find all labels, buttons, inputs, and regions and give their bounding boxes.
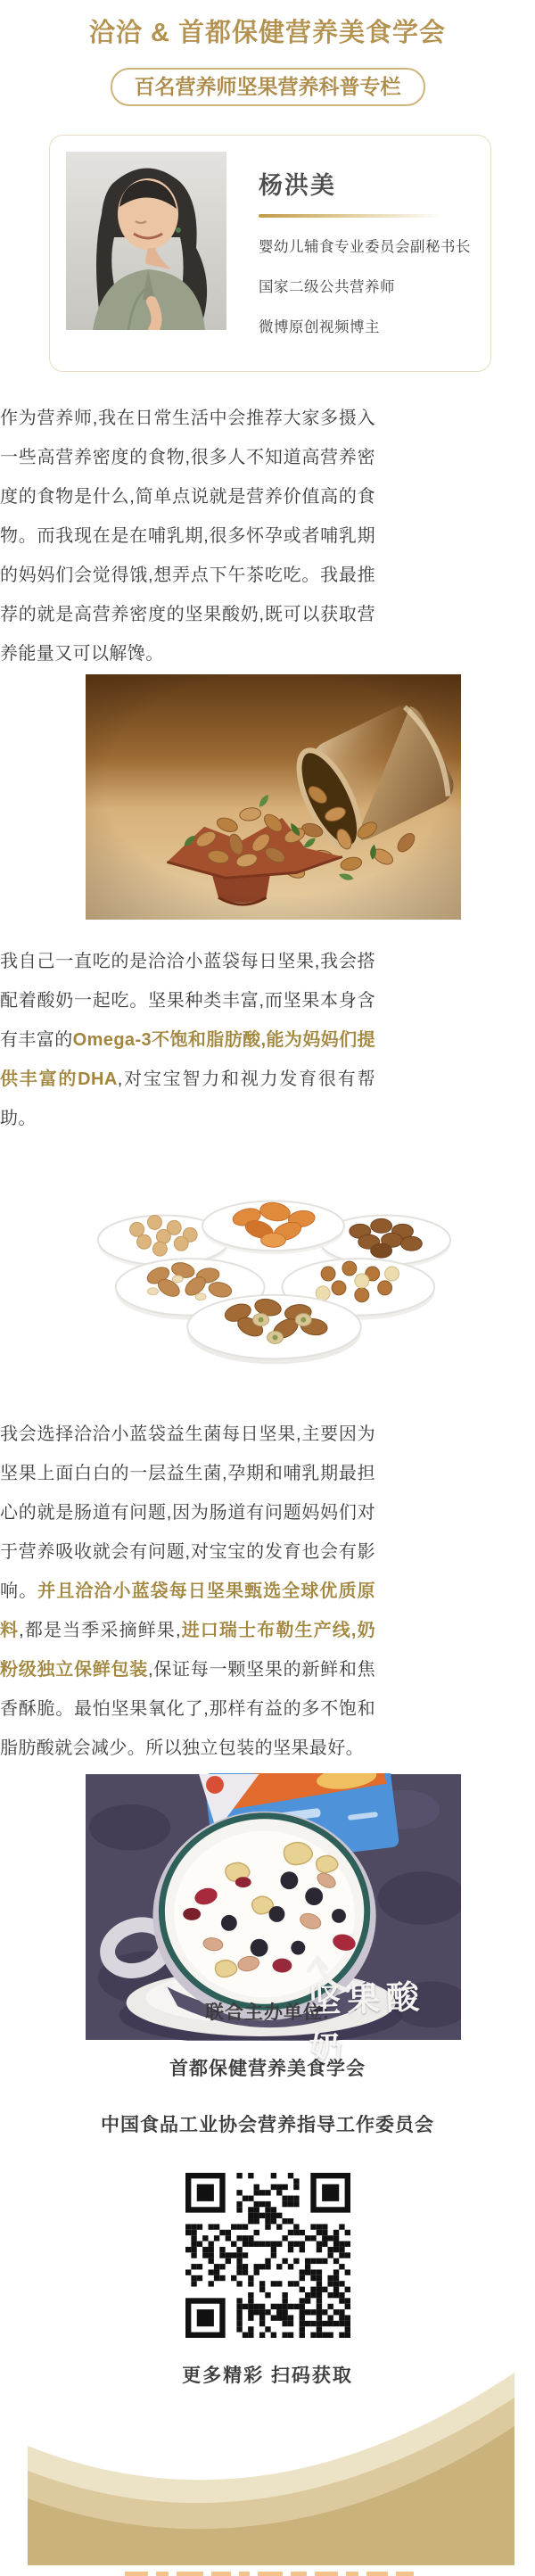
body-text: ,都是当季采摘鲜果, — [19, 1621, 181, 1640]
almonds-photo[interactable] — [86, 673, 461, 921]
credential-line: 婴幼儿辅食专业委员会副秘书长 — [259, 239, 471, 255]
profile-photo[interactable] — [66, 152, 226, 330]
page-title: 洽洽 & 首都保健营养美食学会 — [88, 19, 447, 47]
yogurt-overlay-label: 坚果酸奶 — [307, 1978, 426, 2068]
credential-line: 微博原创视频博主 — [259, 319, 380, 335]
paragraph-3 — [0, 1415, 375, 1768]
body-text: ,对宝宝智力和视力发育很有帮助。 — [0, 1069, 375, 1128]
column-badge-wrap — [0, 68, 535, 106]
highlighted-text: 并且洽洽小蓝袋每日坚果甄选全球优质原料 — [0, 1581, 375, 1640]
paragraph-2 — [0, 942, 375, 1138]
organizer-name: 首都保健营养美食学会 — [169, 2059, 366, 2079]
organizer-section — [0, 1998, 535, 2388]
body-text: 我自己一直吃的是洽洽小蓝袋每日坚果,我会搭配着酸奶一起吃。坚果种类丰富,而坚果本身含有丰富的 — [0, 952, 375, 1050]
profile-name: 杨洪美 — [259, 172, 336, 199]
paragraph-1 — [0, 399, 375, 673]
footer-decoration — [28, 2371, 514, 2565]
highlighted-text: Omega-3不饱和脂肪酸,能为妈妈们提供丰富的DHA — [0, 1030, 375, 1089]
body-text: ,保证每一颗坚果的新鲜和焦香酥脆。最怕坚果氧化了,那样有益的多不饱和脂肪酸就会减少。所以独立包装的坚果最好。 — [0, 1660, 375, 1758]
column-badge: 百名营养师坚果营养科普专栏 — [111, 68, 425, 106]
profile-info — [259, 152, 471, 355]
nut-plates-photo[interactable] — [86, 1179, 461, 1365]
gold-divider — [259, 214, 444, 218]
organizer-name: 中国食品工业协会营养指导工作委员会 — [101, 2115, 434, 2135]
cutoff-text-fragments — [125, 2572, 414, 2576]
organizer-heading: 联合主办单位: — [205, 2002, 330, 2023]
qr-caption: 更多精彩 扫码获取 — [182, 2365, 353, 2386]
portrait-illustration — [66, 152, 226, 330]
body-text: 我会选择洽洽小蓝袋益生菌每日坚果,主要因为坚果上面白白的一层益生菌,孕期和哺乳期最担心的就是肠道有问题,因为肠道有问题妈妈们对于营养吸收就会有问题,对宝宝的发育也会有影响。 — [0, 1424, 375, 1601]
qr-code — [185, 2173, 350, 2338]
body-text: 作为营养师,我在日常生活中会推荐大家多摄入一些高营养密度的食物,很多人不知道高营养密度的食物是什么,简单点说就是营养价值高的食物。而我现在是在哺乳期,很多怀孕或者哺乳期的妈妈们会觉得饿,想弄点下午茶吃吃。我最推荐的就是高营养密度的坚果酸奶,既可以获取营养能量又可以解馋。 — [0, 409, 375, 664]
profile-card — [49, 135, 491, 372]
highlighted-text: 进口瑞士布勒生产线,奶粉级独立保鲜包装 — [0, 1621, 375, 1680]
credential-line: 国家二级公共营养师 — [259, 279, 395, 295]
